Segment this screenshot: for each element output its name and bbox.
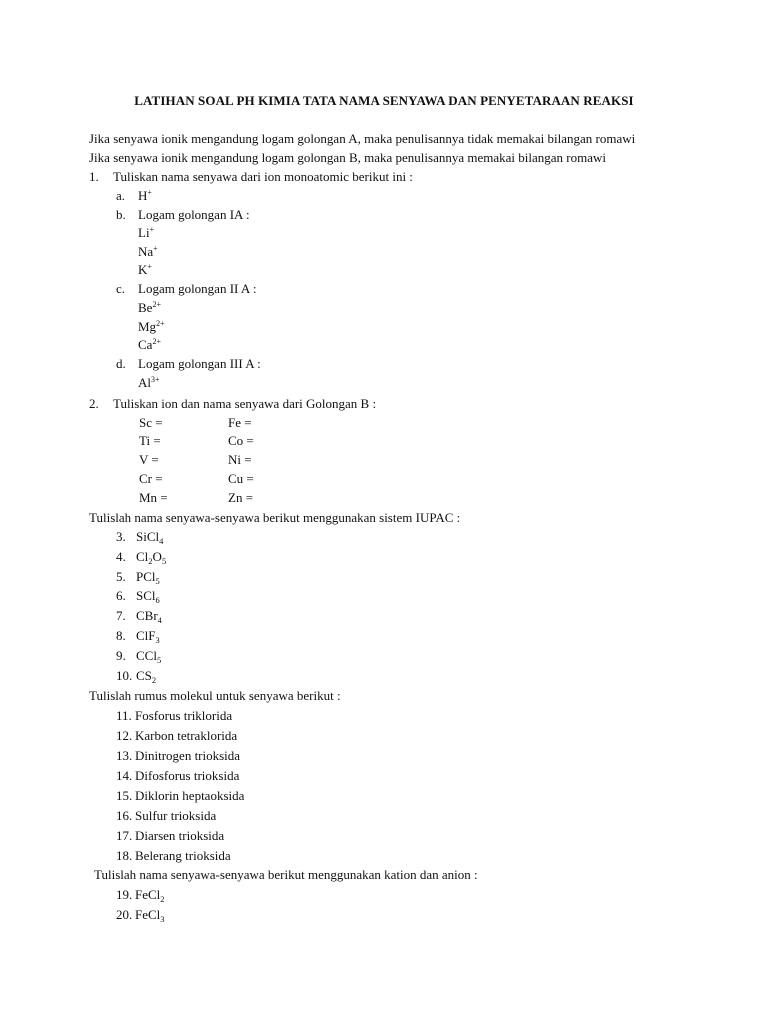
q1-d-label: Logam golongan III A : bbox=[138, 356, 261, 371]
item-number: 4. bbox=[116, 549, 126, 564]
formula-part: O bbox=[152, 549, 162, 564]
ion-symbol: H bbox=[138, 188, 148, 203]
section-cation-anion-heading: Tulislah nama senyawa-senyawa berikut menggunakan kation dan anion : bbox=[94, 867, 478, 882]
item-number: 11. bbox=[116, 708, 132, 723]
ion-symbol: Al bbox=[138, 375, 151, 390]
formula-subscript: 5 bbox=[156, 655, 162, 665]
formula-subscript: 2 bbox=[148, 556, 153, 566]
formula-fecl3 bbox=[135, 906, 165, 924]
ion-mg bbox=[138, 318, 165, 336]
q1-c-label: Logam golongan II A : bbox=[138, 281, 257, 296]
item-number: 9. bbox=[116, 648, 126, 663]
formula-part: FeCl bbox=[135, 887, 161, 902]
compound-name: Sulfur trioksida bbox=[135, 808, 217, 823]
element-blank: Ni = bbox=[228, 452, 252, 467]
formula-part: FeCl bbox=[135, 907, 161, 922]
element-blank: Cr = bbox=[139, 471, 163, 486]
ion-symbol: Mg bbox=[138, 319, 157, 334]
q1-number: 1. bbox=[89, 169, 99, 184]
formula-subscript: 4 bbox=[159, 536, 164, 546]
formula-part: ClF bbox=[136, 628, 156, 643]
item-number: 14. bbox=[116, 768, 133, 783]
section-iupac-heading: Tulislah nama senyawa-senyawa berikut menggunakan sistem IUPAC : bbox=[89, 510, 461, 525]
compound-name: Karbon tetraklorida bbox=[135, 728, 238, 743]
formula-subscript: 2 bbox=[160, 894, 165, 904]
formula-subscript: 3 bbox=[155, 635, 160, 645]
q1-d-marker: d. bbox=[116, 356, 126, 371]
ion-li bbox=[138, 224, 154, 242]
item-number: 18. bbox=[116, 848, 133, 863]
item-number: 12. bbox=[116, 728, 133, 743]
item-number: 7. bbox=[116, 608, 126, 623]
compound-name: Diarsen trioksida bbox=[135, 828, 225, 843]
formula-subscript: 2 bbox=[151, 675, 157, 685]
formula-part: PCl bbox=[136, 569, 156, 584]
compound-name: Difosforus trioksida bbox=[135, 768, 240, 783]
item-number: 3. bbox=[116, 529, 126, 544]
formula-subscript: 6 bbox=[155, 595, 160, 605]
section-formula-heading: Tulislah rumus molekul untuk senyawa berikut : bbox=[89, 688, 341, 703]
formula-pcl5 bbox=[136, 568, 160, 586]
ion-charge: 2+ bbox=[152, 300, 161, 309]
item-number: 13. bbox=[116, 748, 133, 763]
formula-part: SCl bbox=[136, 588, 156, 603]
ion-symbol: Li bbox=[138, 225, 150, 240]
intro-line-1: Jika senyawa ionik mengandung logam golongan A, maka penulisannya tidak memakai bilangan romawi bbox=[89, 131, 636, 146]
ion-charge: 3+ bbox=[151, 375, 160, 384]
formula-cbr4 bbox=[136, 607, 162, 625]
element-blank: Ti = bbox=[139, 433, 161, 448]
formula-subscript: 5 bbox=[161, 556, 167, 566]
ion-symbol: K bbox=[138, 262, 148, 277]
formula-part: CS bbox=[136, 668, 152, 683]
compound-name: Dinitrogen trioksida bbox=[135, 748, 241, 763]
formula-sicl4 bbox=[136, 528, 163, 546]
q1-b-label: Logam golongan IA : bbox=[138, 207, 250, 222]
formula-cl2o5 bbox=[136, 548, 166, 566]
item-number: 15. bbox=[116, 788, 133, 803]
item-number: 16. bbox=[116, 808, 133, 823]
formula-subscript: 3 bbox=[160, 914, 165, 924]
ion-h bbox=[138, 187, 152, 205]
element-blank: Co = bbox=[228, 433, 254, 448]
ion-al bbox=[138, 374, 160, 392]
ion-be bbox=[138, 299, 161, 317]
intro-line-2: Jika senyawa ionik mengandung logam golongan B, maka penulisannya memakai bilangan romawi bbox=[89, 150, 606, 165]
q1-a-marker: a. bbox=[116, 188, 126, 203]
formula-part: Cl bbox=[136, 549, 149, 564]
formula-ccl5 bbox=[136, 647, 161, 665]
element-blank: Mn = bbox=[139, 490, 168, 505]
formula-part: CCl bbox=[136, 648, 157, 663]
formula-cs2 bbox=[136, 667, 156, 685]
ion-charge: + bbox=[147, 188, 152, 197]
ion-symbol: Na bbox=[138, 244, 154, 259]
element-blank: Zn = bbox=[228, 490, 254, 505]
page-title: LATIHAN SOAL PH KIMIA TATA NAMA SENYAWA DAN PENYETARAAN REAKSI bbox=[134, 93, 634, 108]
formula-fecl2 bbox=[135, 886, 165, 904]
ion-charge: + bbox=[147, 262, 152, 271]
ion-charge: 2+ bbox=[152, 337, 161, 346]
item-number: 6. bbox=[116, 588, 126, 603]
ion-k bbox=[138, 261, 152, 279]
compound-name: Fosforus triklorida bbox=[135, 708, 233, 723]
item-number: 20. bbox=[116, 907, 133, 922]
ion-ca bbox=[138, 336, 161, 354]
ion-symbol: Ca bbox=[138, 337, 153, 352]
item-number: 5. bbox=[116, 569, 126, 584]
ion-na bbox=[138, 243, 158, 261]
ion-charge: 2+ bbox=[156, 319, 165, 328]
formula-part: SiCl bbox=[136, 529, 160, 544]
compound-name: Diklorin heptaoksida bbox=[135, 788, 245, 803]
formula-subscript: 5 bbox=[155, 576, 160, 586]
item-number: 8. bbox=[116, 628, 126, 643]
item-number: 10. bbox=[116, 668, 133, 683]
formula-clf3 bbox=[136, 627, 160, 645]
q1-text: Tuliskan nama senyawa dari ion monoatomic berikut ini : bbox=[113, 169, 413, 184]
compound-name: Belerang trioksida bbox=[135, 848, 231, 863]
ion-symbol: Be bbox=[138, 300, 153, 315]
ion-charge: + bbox=[149, 225, 155, 234]
formula-part: CBr bbox=[136, 608, 158, 623]
item-number: 17. bbox=[116, 828, 133, 843]
q2-text: Tuliskan ion dan nama senyawa dari Golongan B : bbox=[113, 396, 377, 411]
ion-charge: + bbox=[153, 244, 158, 253]
q1-b-marker: b. bbox=[116, 207, 126, 222]
formula-scl6 bbox=[136, 587, 160, 605]
element-blank: V = bbox=[139, 452, 159, 467]
item-number: 19. bbox=[116, 887, 133, 902]
element-blank: Sc = bbox=[139, 415, 163, 430]
q1-c-marker: c. bbox=[116, 281, 126, 296]
element-blank: Fe = bbox=[228, 415, 252, 430]
q2-number: 2. bbox=[89, 396, 99, 411]
formula-subscript: 4 bbox=[157, 615, 162, 625]
element-blank: Cu = bbox=[228, 471, 254, 486]
